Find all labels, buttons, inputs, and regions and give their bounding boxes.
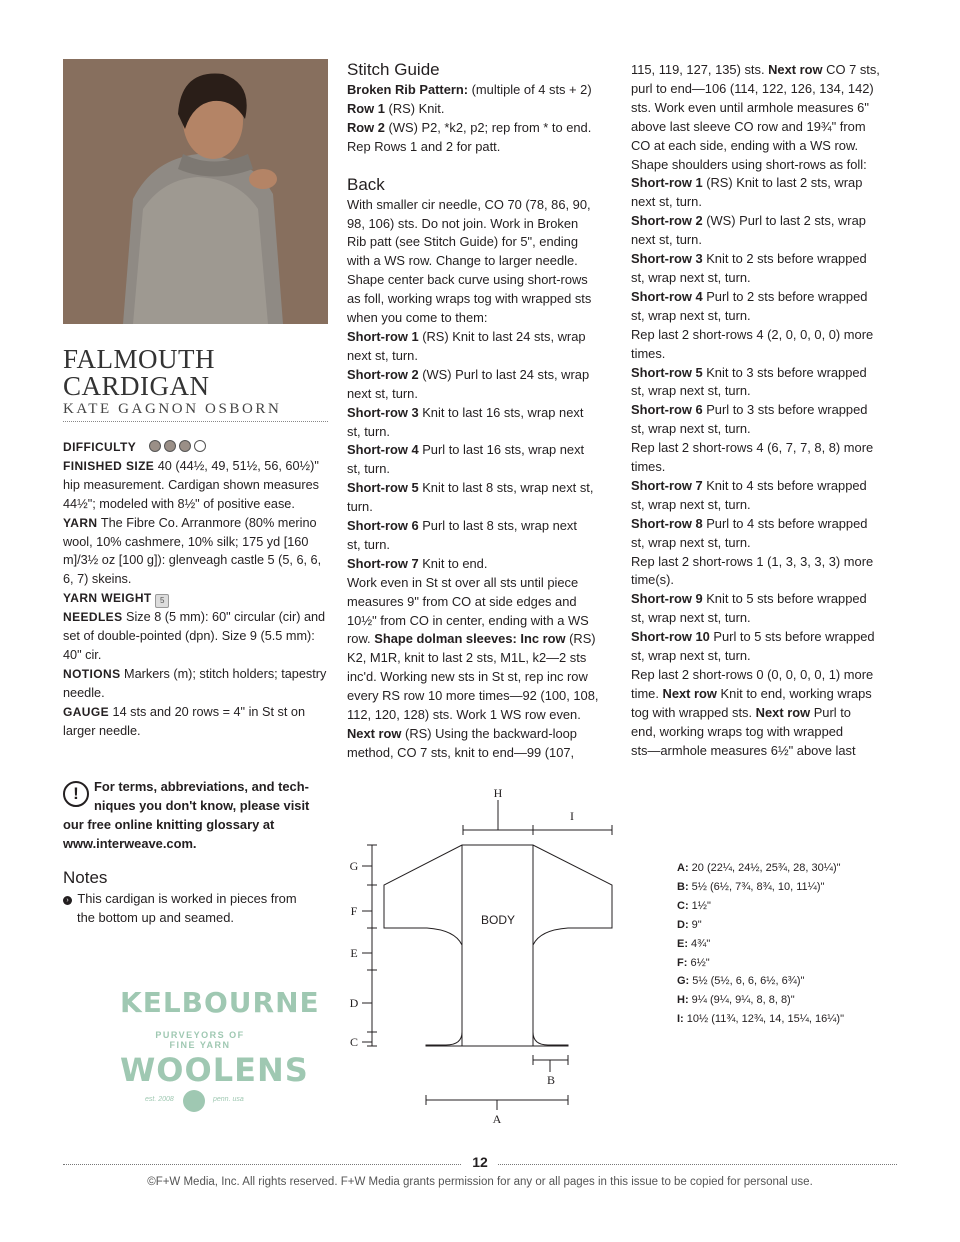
col3-line: [631, 685, 901, 704]
back-line: [347, 423, 612, 442]
back-line: [347, 441, 612, 460]
stitch-guide-text: Rep Rows 1 and 2 for patt.: [347, 138, 501, 154]
back-text: (RS) Using the backward-loop: [401, 726, 577, 741]
col3-line: [631, 382, 901, 401]
col3-bold-term: Short-row 1: [631, 175, 703, 191]
copyright-notice: ©F+W Media, Inc. All rights reserved. F+W Media grants permission for any or all pages in this issue to be copied for personal use.: [147, 1176, 813, 1188]
back-line: [347, 612, 612, 631]
back-line: [347, 744, 612, 763]
col3-line: [631, 156, 901, 175]
back-line: [347, 347, 612, 366]
stitch-guide-line: [347, 138, 612, 157]
back-text: as foll, working wraps tog with wrapped sts: [347, 291, 592, 307]
glossary-line-3: our free online knitting glossary at: [63, 817, 275, 832]
yarn-text: The Fibre Co. Arranmore (80% merino wool, 10% cashmere, 10% silk; 175 yd [160 m]/3½ oz [100 g]): glenveagh castle 5 (5, 6, 6, 6, 7) skeins.: [63, 515, 322, 587]
back-text: 98, 106) sts. Do not join. Work in Broken: [347, 215, 579, 231]
back-line: [347, 252, 612, 271]
back-text: st, turn.: [347, 423, 390, 439]
back-line: [347, 233, 612, 252]
notes-line-2: the bottom up and seamed.: [77, 910, 234, 925]
label-g: G: [349, 859, 359, 873]
model-photo: [63, 59, 328, 324]
col3-text: above last sleeve CO row and 19¾" from: [631, 118, 866, 134]
glossary-note: [63, 777, 328, 853]
measurement-item: [677, 897, 844, 916]
col3-line: [631, 609, 901, 628]
col3-text: tog with wrapped sts.: [631, 704, 756, 720]
col3-text: next st, turn.: [631, 194, 702, 210]
label-a: A: [492, 1112, 502, 1126]
measurement-value: 5½ (6½, 7¾, 8¾, 10, 11¼)": [688, 880, 825, 893]
back-line: [347, 366, 612, 385]
back-line: [347, 630, 612, 649]
label-b: B: [546, 1073, 556, 1087]
col3-line: [631, 590, 901, 609]
measurement-key: E:: [677, 937, 688, 950]
col3-line: [631, 269, 901, 288]
col3-line: [631, 477, 901, 496]
kelbourne-woolens-logo: KELBOURNE PURVEYORS OF FINE YARN WOOLENS est. 2008 penn. usa: [110, 978, 280, 1118]
col3-line: [631, 723, 901, 742]
needles-label: NEEDLES: [63, 610, 123, 625]
col3-line: [631, 439, 901, 458]
col3-bold-term: Short-row 4: [631, 288, 703, 304]
instructions-column-3: [631, 61, 901, 761]
stitch-guide-text: (multiple of 4 sts + 2): [468, 82, 592, 97]
stitch-guide-heading: Stitch Guide: [347, 60, 440, 79]
col3-bold-term: Short-row 2: [631, 213, 703, 229]
col3-line: [631, 515, 901, 534]
measurement-key: A:: [677, 862, 689, 874]
stitch-guide-bold-term: Broken Rib Pattern:: [347, 82, 469, 97]
difficulty-dot-icon: [164, 440, 176, 452]
col3-text: purl to end—106 (114, 122, 126, 134, 142): [631, 80, 874, 96]
col3-text: Purl to 5 sts before wrapped: [709, 629, 875, 645]
back-text: (RS) Knit to last 24 sts, wrap: [418, 328, 586, 344]
col3-line: [631, 61, 901, 80]
col3-text: Shape shoulders using short-rows as foll:: [631, 156, 867, 172]
col3-bold-term: Short-row 10: [631, 629, 710, 645]
col3-bold-term: Short-row 7: [631, 477, 703, 493]
col3-bold-term: Short-row 6: [631, 402, 703, 418]
col3-text: sts. Work even until armhole measures 6": [631, 99, 869, 115]
col3-text: Knit to end, working wraps: [716, 685, 872, 701]
col3-line: [631, 307, 901, 326]
title-line-2: CARDIGAN: [63, 371, 210, 401]
difficulty-label: DIFFICULTY: [63, 440, 137, 454]
measurement-key: B:: [677, 880, 689, 893]
back-text: st, turn.: [347, 461, 390, 477]
back-text: Work even in St st over all sts until piece: [347, 574, 579, 590]
title-divider: [63, 421, 328, 422]
measurement-value: 5½ (5½, 6, 6, 6½, 6¾)": [689, 975, 805, 988]
back-line: [347, 215, 612, 234]
back-text: K2, M1R, knit to last 2 sts, M1L, k2—2 sts: [347, 650, 587, 666]
page-number: 12: [462, 1154, 498, 1170]
measurement-key: D:: [677, 918, 689, 931]
back-bold-term: Short-row 7: [347, 555, 419, 571]
back-line: [347, 517, 612, 536]
back-text: when you come to them:: [347, 310, 488, 326]
col3-line: [631, 534, 901, 553]
gauge-label: GAUGE: [63, 704, 110, 719]
back-bold-term: Short-row 1: [347, 328, 419, 344]
back-bold-term: Short-row 5: [347, 480, 419, 496]
glossary-line-2: niques you don't know, please visit: [94, 798, 310, 813]
col3-line: [631, 231, 901, 250]
back-line: [347, 271, 612, 290]
notions-label: NOTIONS: [63, 666, 121, 681]
col3-text: Purl to 3 sts before wrapped: [702, 402, 868, 418]
back-text: With smaller cir needle, CO 70 (78, 86, 90,: [347, 196, 591, 212]
col3-text: (WS) Purl to last 2 sts, wrap: [702, 213, 866, 229]
col3-text: st, wrap next st, turn.: [631, 496, 751, 512]
back-text: next st, turn.: [347, 347, 418, 363]
col3-line: [631, 401, 901, 420]
back-line: [347, 404, 612, 423]
col3-text: st, wrap next st, turn.: [631, 307, 751, 323]
col3-text: CO 7 sts,: [822, 62, 880, 77]
notes-heading: Notes: [63, 868, 108, 887]
col3-bold-term: Next row: [755, 704, 811, 720]
back-text: Knit to last 8 sts, wrap next st,: [418, 480, 594, 496]
label-c: C: [349, 1035, 359, 1049]
back-text: inc'd. Working new sts in St st, rep inc row: [347, 669, 588, 685]
col3-text: st, wrap next st, turn.: [631, 383, 751, 399]
col3-text: st, wrap next st, turn.: [631, 534, 751, 550]
measurement-value: 9": [688, 918, 702, 931]
measurement-key: C:: [677, 899, 689, 912]
col3-bold-term: Short-row 9: [631, 591, 703, 607]
col3-text: sts—armhole measures 6½" above last: [631, 742, 856, 758]
yarn-weight-label: YARN WEIGHT: [63, 591, 152, 606]
col3-line: [631, 628, 901, 647]
col3-text: st, wrap next st, turn.: [631, 421, 751, 437]
schematic-outline: [384, 845, 612, 1046]
col3-bold-term: Short-row 3: [631, 251, 703, 267]
glossary-link[interactable]: www.interweave.com.: [63, 836, 197, 851]
measurement-value: 10½ (11¾, 12¾, 14, 15¼, 16¼)": [683, 1013, 844, 1026]
col3-line: [631, 137, 901, 156]
back-bold-term: Short-row 4: [347, 442, 419, 458]
col3-line: [631, 80, 901, 99]
back-text: Rib patt (see Stitch Guide) for 5", ending: [347, 234, 578, 250]
back-text: Shape center back curve using short-rows: [347, 272, 588, 288]
measurement-key: H:: [677, 994, 689, 1007]
col3-text: st, wrap next st, turn.: [631, 269, 751, 285]
back-heading: Back: [347, 174, 385, 194]
measurement-item: [677, 991, 844, 1010]
pattern-specs: [63, 438, 328, 741]
yarn-row: [63, 514, 328, 590]
measurement-item: [677, 972, 844, 991]
col3-line: [631, 118, 901, 137]
difficulty-dot-icon: [194, 440, 206, 452]
notions-row: [63, 665, 328, 703]
finished-size-row: [63, 457, 328, 514]
measurement-item: [677, 954, 844, 973]
col3-line: [631, 666, 901, 685]
stitch-guide-text: (RS) Knit.: [384, 100, 445, 116]
col3-line: [631, 326, 901, 345]
col3-line: [631, 193, 901, 212]
back-text: Purl to last 8 sts, wrap next: [418, 518, 577, 534]
back-line: [347, 593, 612, 612]
col3-line: [631, 212, 901, 231]
col3-bold-term: Next row: [768, 62, 823, 77]
col3-text: times.: [631, 459, 666, 475]
back-bold-term: Short-row 3: [347, 404, 419, 420]
yarn-weight-row: [63, 589, 328, 608]
notions-text: Markers (m); stitch holders; tapestry needle.: [63, 666, 327, 700]
back-text: Purl to last 16 sts, wrap next: [418, 442, 585, 458]
difficulty-dot-icon: [179, 440, 191, 452]
col3-text: (RS) Knit to last 2 sts, wrap: [702, 175, 863, 191]
back-line: [347, 649, 612, 668]
back-text: Knit to end.: [418, 555, 488, 571]
col3-line: [631, 420, 901, 439]
measurement-value: 6½": [687, 956, 710, 969]
col3-text: Purl to 2 sts before wrapped: [702, 288, 868, 304]
back-line: [347, 479, 612, 498]
yarn-weight-icon: 5: [155, 594, 169, 608]
back-text: 10½" from CO in center, ending with a WS: [347, 612, 589, 628]
col3-text: CO at each side, ending with a WS row.: [631, 137, 859, 153]
measurement-key: G:: [677, 975, 690, 988]
col3-text: Rep last 2 short-rows 0 (0, 0, 0, 0, 1) more: [631, 667, 874, 682]
col3-text: end, working wraps tog with wrapped: [631, 723, 844, 739]
col3-text: Rep last 2 short-rows 1 (1, 3, 3, 3, 3) more: [631, 553, 874, 569]
finished-size-label: FINISHED SIZE: [63, 458, 155, 473]
col3-line: [631, 496, 901, 515]
col3-line: [631, 553, 901, 572]
measurement-value: 20 (22¼, 24½, 25¾, 28, 30¼)": [688, 862, 841, 874]
measurement-key: I:: [677, 1013, 684, 1026]
col3-line: [631, 704, 901, 723]
stitch-guide-bold-term: Row 1: [347, 100, 385, 116]
col3-text: next st, turn.: [631, 232, 702, 248]
stitch-guide-text: (WS) P2, *k2, p2; rep from * to end.: [384, 119, 592, 135]
stitch-guide-bold-term: Row 2: [347, 119, 385, 135]
gauge-row: [63, 703, 328, 741]
column-3-body: [631, 61, 901, 761]
finished-size-text: 40 (44½, 49, 51½, 56, 60½)" hip measurement. Cardigan shown measures 44½"; modeled with 8½" of positive ease.: [63, 458, 319, 511]
back-bold-term: Shape dolman sleeves: Inc row: [374, 631, 566, 647]
back-line: [347, 309, 612, 328]
back-bold-term: Short-row 2: [347, 366, 419, 382]
label-f: F: [350, 904, 358, 918]
col3-text: time(s).: [631, 572, 674, 588]
measurement-item: [677, 859, 844, 878]
back-body: [347, 196, 612, 763]
measurement-item: [677, 1010, 844, 1029]
back-text: turn.: [347, 499, 373, 515]
difficulty-dot-icon: [149, 440, 161, 452]
glossary-line-1: For terms, abbreviations, and tech-: [94, 779, 309, 794]
measurement-key: F:: [677, 956, 688, 969]
col3-text: Knit to 3 sts before wrapped: [702, 364, 867, 380]
stitch-guide-line: [347, 119, 612, 138]
col3-line: [631, 571, 901, 590]
gauge-text: 14 sts and 20 rows = 4" in St st on larger needle.: [63, 704, 306, 738]
exclamation-icon: !: [63, 781, 89, 807]
back-text: (RS): [565, 631, 596, 647]
col3-line: [631, 742, 901, 761]
col3-bold-term: Short-row 8: [631, 515, 703, 531]
measurement-list: [677, 859, 844, 1029]
needles-row: [63, 608, 328, 665]
label-h: H: [493, 786, 503, 800]
back-line: [347, 290, 612, 309]
col3-text: times.: [631, 345, 666, 361]
bullet-icon: ›: [63, 896, 72, 905]
title-line-1: FALMOUTH: [63, 344, 215, 374]
body-label: BODY: [480, 913, 516, 927]
col3-text: Purl to 4 sts before wrapped: [702, 515, 868, 531]
instructions-column-2: [347, 59, 612, 763]
back-line: [347, 555, 612, 574]
designer-name: KATE GAGNON OSBORN: [63, 401, 282, 417]
notes-line-1: This cardigan is worked in pieces from: [77, 891, 297, 906]
stitch-guide-line: [347, 81, 612, 100]
col3-line: [631, 364, 901, 383]
measurement-item: [677, 878, 844, 897]
yarn-ball-icon: [183, 1090, 205, 1112]
back-text: Knit to last 16 sts, wrap next: [418, 404, 584, 420]
yarn-label: YARN: [63, 515, 98, 530]
back-line: [347, 328, 612, 347]
pattern-title: [63, 346, 328, 400]
back-line: [347, 385, 612, 404]
stitch-guide-body: [347, 81, 612, 157]
col3-text: Rep last 2 short-rows 4 (2, 0, 0, 0, 0) more: [631, 326, 874, 342]
back-text: measures 9" from CO at side edges and: [347, 593, 577, 609]
back-line: [347, 706, 612, 725]
col3-line: [631, 250, 901, 269]
col3-line: [631, 647, 901, 666]
back-text: (WS) Purl to last 24 sts, wrap: [418, 366, 590, 382]
col3-line: [631, 99, 901, 118]
col3-text: Knit to 2 sts before wrapped: [702, 251, 867, 267]
col3-line: [631, 174, 901, 193]
col3-text: time.: [631, 685, 663, 701]
measurement-item: [677, 916, 844, 935]
measurement-value: 1½": [688, 899, 711, 912]
label-d: D: [349, 996, 359, 1010]
stitch-guide-line: [347, 100, 612, 119]
col3-bold-term: Next row: [662, 685, 717, 701]
col3-line: [631, 288, 901, 307]
col3-line: [631, 458, 901, 477]
back-line: [347, 687, 612, 706]
col3-line: [631, 345, 901, 364]
back-text: with a WS row. Change to larger needle.: [347, 253, 578, 269]
schematic-diagram: [340, 780, 670, 1130]
needles-text: Size 8 (5 mm): 60" circular (cir) and set of double-pointed (dpn). Size 9 (5.5 mm): 40" cir.: [63, 610, 326, 663]
back-line: [347, 574, 612, 593]
col3-text: st, wrap next st, turn.: [631, 648, 751, 664]
back-text: 112, 120, 128) sts. Work 1 WS row even.: [347, 707, 581, 723]
back-line: [347, 196, 612, 215]
back-text: st, turn.: [347, 536, 390, 552]
col3-text: st, wrap next st, turn.: [631, 610, 751, 626]
back-text: method, CO 7 sts, knit to end—99 (107,: [347, 744, 575, 760]
back-line: [347, 536, 612, 555]
col3-text: Knit to 5 sts before wrapped: [702, 591, 867, 607]
back-line: [347, 668, 612, 687]
measurement-value: 4¾": [688, 937, 711, 950]
measurement-item: [677, 935, 844, 954]
label-i: I: [570, 809, 574, 823]
back-line: [347, 725, 612, 744]
col3-text: Rep last 2 short-rows 4 (6, 7, 7, 8, 8) more: [631, 440, 874, 456]
back-bold-term: Short-row 6: [347, 518, 419, 534]
measurement-value: 9¼ (9¼, 9¼, 8, 8, 8)": [688, 994, 795, 1007]
col3-text: Purl to: [810, 704, 851, 720]
col3-text: Knit to 4 sts before wrapped: [702, 477, 867, 493]
col3-bold-term: Short-row 5: [631, 364, 703, 380]
label-e: E: [350, 946, 358, 960]
difficulty-row: [63, 438, 328, 457]
back-text: next st, turn.: [347, 385, 418, 401]
back-text: every RS row 10 more times—92 (100, 108,: [347, 688, 599, 704]
difficulty-rating: [146, 440, 206, 454]
back-line: [347, 498, 612, 517]
col3-text: 115, 119, 127, 135) sts.: [631, 62, 769, 77]
back-bold-term: Next row: [347, 726, 402, 741]
notes-item: [63, 889, 328, 927]
back-line: [347, 460, 612, 479]
back-text: row.: [347, 631, 375, 647]
